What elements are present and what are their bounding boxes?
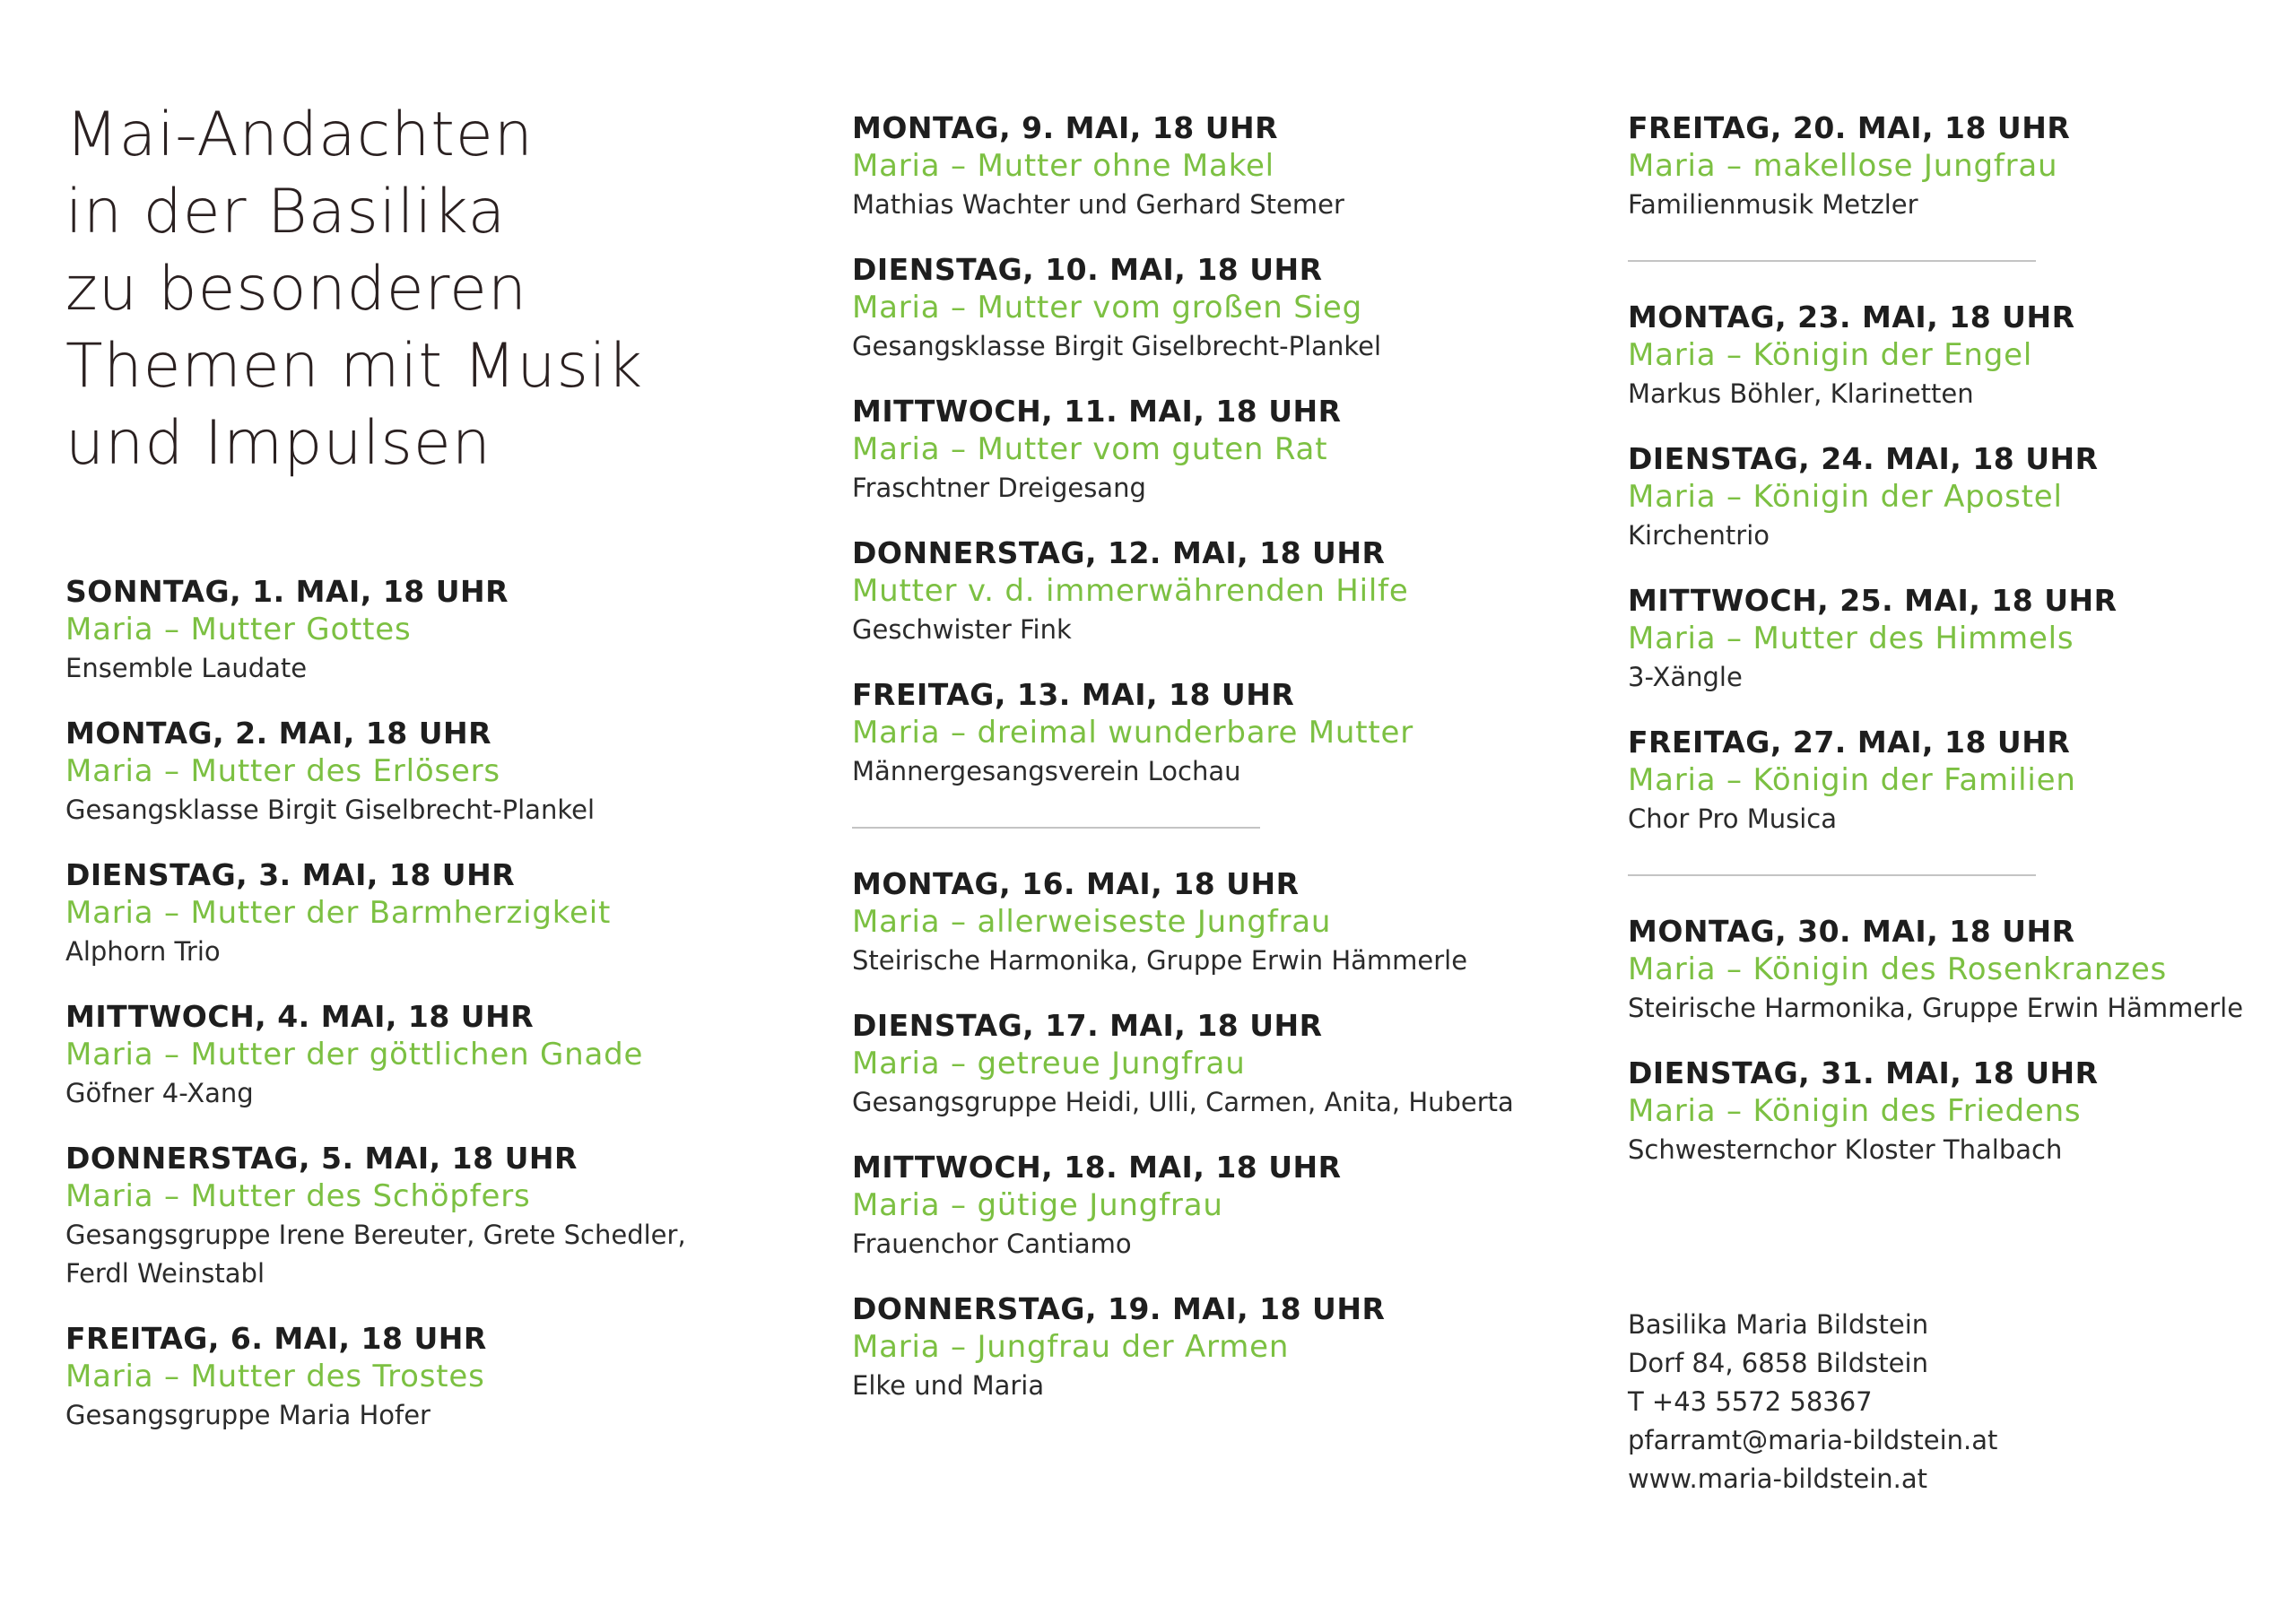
event-performer — [65, 1396, 801, 1435]
performer-line: Ferdl Weinstabl — [65, 1258, 265, 1289]
event-performer — [65, 1216, 801, 1293]
event-entry — [852, 534, 1587, 649]
contact-name: Basilika Maria Bildstein — [1628, 1309, 1929, 1340]
event-theme: Maria – gütige Jungfrau — [852, 1187, 1223, 1223]
event-date: DONNERSTAG, 12. MAI, 18 UHR — [852, 535, 1386, 570]
event-date: FREITAG, 6. MAI, 18 UHR — [65, 1321, 487, 1356]
performer-line: Gesangsgruppe Heidi, Ulli, Carmen, Anita, Huberta — [852, 1087, 1514, 1117]
event-entry — [65, 855, 801, 971]
event-entry — [852, 675, 1587, 791]
performer-line: 3-Xängle — [1628, 662, 1743, 692]
section-divider — [1628, 260, 2036, 262]
event-theme: Maria – Königin der Apostel — [1628, 479, 2063, 515]
event-theme: Maria – getreue Jungfrau — [852, 1046, 1246, 1081]
event-performer — [1628, 517, 2296, 555]
event-entry — [1628, 298, 2296, 413]
event-theme: Maria – makellose Jungfrau — [1628, 148, 2058, 184]
event-performer — [852, 1083, 1587, 1122]
event-performer — [1628, 989, 2296, 1028]
performer-line: Chor Pro Musica — [1628, 803, 1838, 834]
event-performer — [852, 1367, 1587, 1405]
contact-block — [1628, 1306, 1997, 1498]
event-performer — [852, 469, 1587, 508]
event-entry — [852, 109, 1587, 224]
contact-phone: T +43 5572 58367 — [1628, 1386, 1873, 1417]
event-date: DIENSTAG, 10. MAI, 18 UHR — [852, 252, 1323, 287]
event-entry — [1628, 109, 2296, 224]
event-theme: Maria – Mutter der göttlichen Gnade — [65, 1037, 644, 1073]
event-date: MONTAG, 9. MAI, 18 UHR — [852, 110, 1279, 145]
event-date: FREITAG, 27. MAI, 18 UHR — [1628, 725, 2071, 760]
section-divider — [852, 827, 1260, 829]
page-title — [65, 97, 747, 482]
event-entry — [852, 250, 1587, 366]
performer-line: Steirische Harmonika, Gruppe Erwin Hämmerle — [852, 945, 1468, 976]
event-date: SONNTAG, 1. MAI, 18 UHR — [65, 574, 509, 609]
event-entry — [65, 572, 801, 688]
event-entry — [1628, 1054, 2296, 1169]
event-date: DONNERSTAG, 19. MAI, 18 UHR — [852, 1291, 1386, 1326]
performer-line: Gesangsklasse Birgit Giselbrecht-Plankel — [65, 795, 595, 825]
event-theme: Maria – Mutter der Barmherzigkeit — [65, 895, 612, 931]
event-performer — [65, 1074, 801, 1113]
contact-email: pfarramt@maria-bildstein.at — [1628, 1425, 1998, 1455]
event-performer — [1628, 658, 2296, 697]
event-theme: Maria – allerweiseste Jungfrau — [852, 904, 1332, 940]
schedule-column-1 — [65, 572, 801, 1435]
event-date: DIENSTAG, 31. MAI, 18 UHR — [1628, 1055, 2099, 1090]
performer-line: Fraschtner Dreigesang — [852, 473, 1146, 503]
event-entry — [1628, 723, 2296, 838]
performer-line: Männergesangsverein Lochau — [852, 756, 1241, 786]
title-line: Themen mit Musik — [65, 331, 644, 402]
performer-line: Gesangsgruppe Maria Hofer — [65, 1400, 430, 1430]
event-date: DIENSTAG, 3. MAI, 18 UHR — [65, 857, 516, 892]
performer-line: Steirische Harmonika, Gruppe Erwin Hämmerle — [1628, 993, 2244, 1023]
performer-line: Mathias Wachter und Gerhard Stemer — [852, 189, 1344, 220]
event-entry — [65, 714, 801, 829]
event-entry — [852, 864, 1587, 980]
title-line: zu besonderen — [65, 254, 527, 325]
schedule-column-2 — [852, 109, 1587, 1405]
title-line: Mai-Andachten — [65, 100, 534, 170]
event-theme: Maria – Mutter des Himmels — [1628, 621, 2074, 656]
event-date: MONTAG, 23. MAI, 18 UHR — [1628, 300, 2075, 334]
event-performer — [1628, 186, 2296, 224]
event-theme: Maria – Mutter ohne Makel — [852, 148, 1274, 184]
event-theme: Maria – dreimal wunderbare Mutter — [852, 715, 1414, 751]
event-theme: Mutter v. d. immerwährenden Hilfe — [852, 573, 1409, 609]
event-theme: Maria – Mutter des Schöpfers — [65, 1178, 531, 1214]
event-theme: Maria – Mutter vom guten Rat — [852, 431, 1328, 467]
event-entry — [852, 392, 1587, 508]
schedule-column-3 — [1628, 109, 2296, 1169]
event-date: MITTWOCH, 18. MAI, 18 UHR — [852, 1150, 1342, 1185]
event-date: MITTWOCH, 25. MAI, 18 UHR — [1628, 583, 2118, 618]
event-theme: Maria – Mutter Gottes — [65, 612, 412, 647]
event-performer — [852, 186, 1587, 224]
event-date: DIENSTAG, 24. MAI, 18 UHR — [1628, 441, 2099, 476]
event-entry — [65, 1139, 801, 1293]
event-performer — [65, 649, 801, 688]
contact-website: www.maria-bildstein.at — [1628, 1463, 1927, 1494]
event-theme: Maria – Jungfrau der Armen — [852, 1329, 1290, 1365]
event-entry — [65, 997, 801, 1113]
event-entry — [852, 1006, 1587, 1122]
performer-line: Geschwister Fink — [852, 614, 1072, 645]
section-divider — [1628, 874, 2036, 876]
event-performer — [65, 933, 801, 971]
event-date: MITTWOCH, 11. MAI, 18 UHR — [852, 394, 1342, 429]
performer-line: Gesangsgruppe Irene Bereuter, Grete Schedler, — [65, 1220, 686, 1250]
performer-line: Elke und Maria — [852, 1370, 1045, 1401]
event-date: DONNERSTAG, 5. MAI, 18 UHR — [65, 1141, 578, 1176]
event-theme: Maria – Königin des Friedens — [1628, 1093, 2082, 1129]
event-entry — [1628, 581, 2296, 697]
performer-line: Göfner 4-Xang — [65, 1078, 254, 1108]
event-performer — [1628, 1131, 2296, 1169]
performer-line: Gesangsklasse Birgit Giselbrecht-Plankel — [852, 331, 1381, 361]
event-performer — [1628, 375, 2296, 413]
event-date: MITTWOCH, 4. MAI, 18 UHR — [65, 999, 535, 1034]
event-date: MONTAG, 16. MAI, 18 UHR — [852, 866, 1300, 901]
event-theme: Maria – Mutter des Erlösers — [65, 753, 500, 789]
event-performer — [852, 611, 1587, 649]
event-date: FREITAG, 20. MAI, 18 UHR — [1628, 110, 2071, 145]
event-performer — [65, 791, 801, 829]
event-entry — [1628, 439, 2296, 555]
event-theme: Maria – Königin der Engel — [1628, 337, 2033, 373]
event-date: MONTAG, 2. MAI, 18 UHR — [65, 716, 492, 751]
event-theme: Maria – Königin des Rosenkranzes — [1628, 951, 2168, 987]
contact-address: Dorf 84, 6858 Bildstein — [1628, 1348, 1928, 1378]
performer-line: Kirchentrio — [1628, 520, 1770, 551]
title-line: und Impulsen — [65, 408, 491, 479]
event-entry — [1628, 912, 2296, 1028]
event-date: MONTAG, 30. MAI, 18 UHR — [1628, 914, 2075, 949]
performer-line: Markus Böhler, Klarinetten — [1628, 378, 1974, 409]
event-performer — [852, 752, 1587, 791]
event-performer — [852, 327, 1587, 366]
event-theme: Maria – Königin der Familien — [1628, 762, 2076, 798]
event-entry — [852, 1148, 1587, 1264]
event-performer — [852, 942, 1587, 980]
event-date: DIENSTAG, 17. MAI, 18 UHR — [852, 1008, 1323, 1043]
event-entry — [65, 1319, 801, 1435]
event-theme: Maria – Mutter des Trostes — [65, 1359, 485, 1394]
performer-line: Alphorn Trio — [65, 936, 221, 967]
event-entry — [852, 1290, 1587, 1405]
event-performer — [852, 1225, 1587, 1264]
event-performer — [1628, 800, 2296, 838]
performer-line: Ensemble Laudate — [65, 653, 308, 683]
event-date: FREITAG, 13. MAI, 18 UHR — [852, 677, 1295, 712]
performer-line: Schwesternchor Kloster Thalbach — [1628, 1134, 2063, 1165]
event-theme: Maria – Mutter vom großen Sieg — [852, 290, 1362, 326]
performer-line: Frauenchor Cantiamo — [852, 1229, 1132, 1259]
title-line: in der Basilika — [65, 177, 507, 248]
performer-line: Familienmusik Metzler — [1628, 189, 1918, 220]
